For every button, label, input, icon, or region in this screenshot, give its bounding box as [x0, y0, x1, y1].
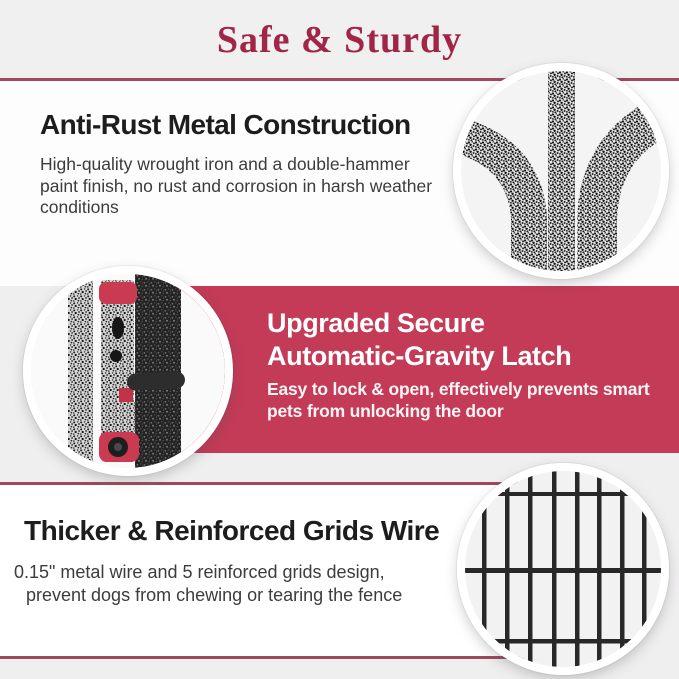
- feature-heading: Thicker & Reinforced Grids Wire: [24, 515, 440, 546]
- feature-body-line: paint finish, no rust and corrosion in harsh weather: [40, 175, 433, 196]
- feature-heading: [267, 307, 571, 373]
- feature-heading-line: Automatic-Gravity Latch: [267, 341, 572, 371]
- grid-wire-photo: [457, 463, 669, 675]
- feature-body-line: High-quality wrought iron and a double-hammer: [40, 154, 410, 174]
- gravity-latch-illustration: [31, 274, 225, 468]
- feature-body-line: conditions: [40, 197, 119, 217]
- wrought-iron-bars-photo: [453, 63, 669, 279]
- feature-body: [267, 378, 650, 422]
- feature-body: [14, 561, 402, 607]
- wrought-iron-bars-illustration: [461, 71, 661, 271]
- feature-body-line: Easy to lock & open, effectively prevents smart: [267, 379, 650, 399]
- feature-heading-line: Upgraded Secure: [267, 308, 485, 338]
- feature-body-line: prevent dogs from chewing or tearing the fence: [26, 585, 403, 605]
- feature-body-line: pets from unlocking the door: [267, 401, 504, 421]
- gravity-latch-photo: [23, 266, 233, 476]
- feature-body-line: 0.15" metal wire and 5 reinforced grids design,: [14, 562, 385, 582]
- feature-body: [40, 154, 432, 219]
- feature-heading: Anti-Rust Metal Construction: [40, 109, 411, 140]
- grid-wire-illustration: [465, 471, 661, 667]
- page-title: Safe & Sturdy: [216, 19, 463, 61]
